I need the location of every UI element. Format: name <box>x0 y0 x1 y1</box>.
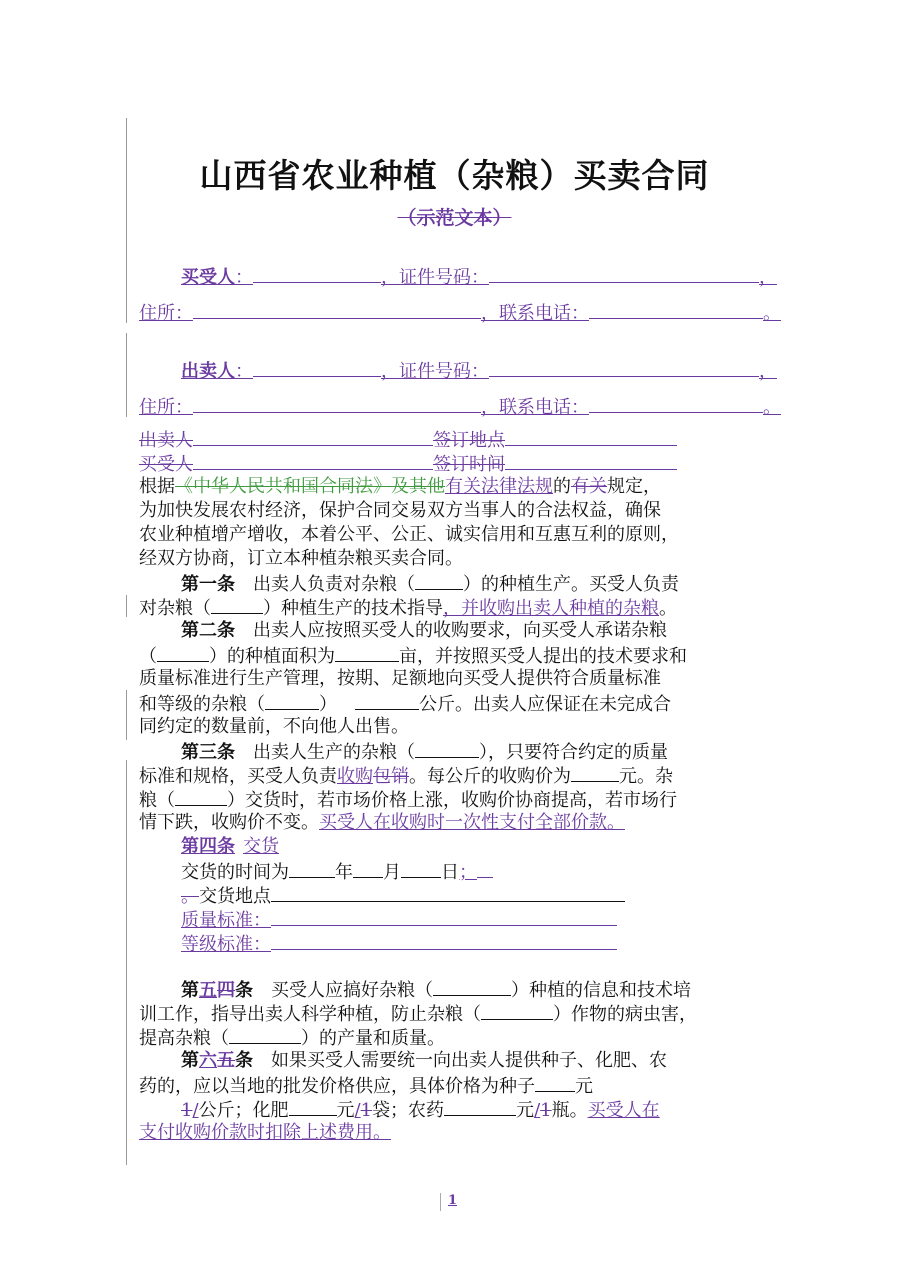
preamble-line-2: 为加快发展农村经济，保护合同交易双方当事人的合法权益，确保 <box>139 500 661 521</box>
seller-address-blank[interactable] <box>193 394 481 413</box>
quality-standard-blank[interactable] <box>271 907 617 926</box>
document-title: 山西省农业种植（杂粮）买卖合同 <box>199 156 710 195</box>
delivery-month-blank[interactable] <box>353 859 383 878</box>
page-number-divider <box>440 1193 441 1211</box>
article-6-line-4: 支付收购价款时扣除上述费用。 <box>139 1122 391 1143</box>
delivery-day-blank[interactable] <box>401 859 441 878</box>
art5-crop-blank[interactable] <box>433 977 511 996</box>
art2-area-blank[interactable] <box>335 643 399 662</box>
preamble-line-1: 根据《中华人民共和国合同法》及其他有关法律法规的有关规定， <box>139 476 661 497</box>
art5-crop-blank-3[interactable] <box>229 1025 301 1044</box>
article-5-line-2: 训工作，指导出卖人科学种植，防止杂粮（ ）作物的病虫害， <box>139 1001 697 1027</box>
document-subtitle: （示范文本） <box>397 207 512 229</box>
art3-crop-blank-2[interactable] <box>175 787 227 806</box>
buyer-phone-blank[interactable] <box>589 300 763 319</box>
art2-crop-blank-2[interactable] <box>265 691 319 710</box>
art5-crop-blank-2[interactable] <box>481 1001 553 1020</box>
article-4-line-2: 。交货地点 <box>181 883 625 909</box>
seller-line: 出卖人： ，证件号码： ， <box>181 358 777 384</box>
article-3-line-4: 情下跌，收购价不变。买受人在收购时一次性支付全部价款。 <box>139 812 625 833</box>
buyer-phone-label: ，联系电话： <box>481 303 589 324</box>
page-number: 1 <box>448 1193 458 1208</box>
preamble-line-4: 经双方协商，订立本种植杂粮买卖合同。 <box>139 548 463 569</box>
seller-name-blank[interactable] <box>253 358 381 377</box>
article-1-line-1: 第一条 出卖人负责对杂粮（ ）的种植生产。买受人负责 <box>181 571 679 597</box>
article-3-line-2: 标准和规格，买受人负责收购包销。每公斤的收购价为 元。杂 <box>139 763 673 789</box>
revision-bar <box>126 595 127 617</box>
revision-bar <box>126 690 127 740</box>
article-3-heading: 第三条 <box>181 742 235 763</box>
article-5-line-3: 提高杂粮（ ）的产量和质量。 <box>139 1025 445 1051</box>
revision-bar <box>126 760 127 1165</box>
buyer-name-blank[interactable] <box>253 264 381 283</box>
article-2-line-4: 和等级的杂粮（ ） 公斤。出卖人应保证在未完成合 <box>139 691 671 717</box>
article-6-line-1: 第六五条 如果买受人需要统一向出卖人提供种子、化肥、农 <box>181 1050 667 1071</box>
article-5-line-1: 第五四条 买受人应搞好杂粮（ ）种植的信息和技术培 <box>181 977 691 1003</box>
buyer-line: 买受人： ，证件号码： ， <box>181 264 777 290</box>
grade-standard-blank[interactable] <box>271 931 617 950</box>
article-1-heading: 第一条 <box>181 574 235 595</box>
buyer-address-line: 住所： ，联系电话： 。 <box>139 300 781 326</box>
fertilizer-price-blank[interactable] <box>289 1097 337 1116</box>
article-4-heading-line: 第四条 交货 <box>181 836 279 857</box>
deleted-seller-row: 出卖人 签订地点 <box>139 427 677 453</box>
seller-phone-label: ，联系电话： <box>481 397 589 418</box>
article-4-line-4: 等级标准： <box>181 931 617 957</box>
buyer-label: 买受人 <box>181 267 235 288</box>
article-2-line-2: （ ）的种植面积为 亩，并按照买受人提出的技术要求和 <box>139 643 687 669</box>
art3-crop-blank[interactable] <box>415 739 479 758</box>
delivery-year-blank[interactable] <box>289 859 335 878</box>
article-4-heading: 第四条 <box>181 836 235 857</box>
art2-crop-blank[interactable] <box>157 643 209 662</box>
seller-id-label: ，证件号码： <box>381 361 489 382</box>
art1-crop-blank[interactable] <box>415 571 463 590</box>
seller-id-blank[interactable] <box>489 358 759 377</box>
article-6-line-3: 1/公斤；化肥 元/1袋；农药 元/1瓶。买受人在 <box>181 1097 660 1123</box>
article-2-line-3: 质量标准进行生产管理，按期、足额地向买受人提供符合质量标准 <box>139 668 661 689</box>
article-3-line-3: 粮（ ）交货时，若市场价格上涨，收购价协商提高，若市场行 <box>139 787 677 813</box>
buyer-id-blank[interactable] <box>489 264 759 283</box>
buyer-address-label: 住所： <box>139 303 193 324</box>
article-3-line-1: 第三条 出卖人生产的杂粮（ ），只要符合约定的质量 <box>181 739 668 765</box>
buyer-id-label: ，证件号码： <box>381 267 489 288</box>
buyer-address-blank[interactable] <box>193 300 481 319</box>
seller-label: 出卖人 <box>181 361 235 382</box>
deleted-law-reference: 《中华人民共和国合同法》及其他 <box>175 476 445 497</box>
seller-address-label: 住所： <box>139 397 193 418</box>
article-1-line-2: 对杂粮（ ）种植生产的技术指导，并收购出卖人种植的杂粮。 <box>139 595 677 621</box>
article-2-line-1: 第二条 出卖人应按照买受人的收购要求，向买受人承诺杂粮 <box>181 620 667 641</box>
art3-price-blank[interactable] <box>571 763 619 782</box>
seed-price-blank[interactable] <box>535 1073 575 1092</box>
art2-quantity-blank[interactable] <box>355 691 419 710</box>
pesticide-price-blank[interactable] <box>444 1097 516 1116</box>
article-6-line-2: 药的，应以当地的批发价格供应，具体价格为种子 元 <box>139 1073 593 1099</box>
article-2-heading: 第二条 <box>181 620 235 641</box>
revision-bar <box>126 333 127 417</box>
article-4-line-3: 质量标准： <box>181 907 617 933</box>
delivery-place-blank[interactable] <box>271 883 625 902</box>
article-4-line-1: 交货的时间为 年 月 日； <box>181 859 493 885</box>
art1-crop-blank-2[interactable] <box>211 595 263 614</box>
seller-address-line: 住所： ，联系电话： 。 <box>139 394 781 420</box>
deleted-buyer-row: 买受人 签订时间 <box>139 451 677 477</box>
article-2-line-5: 同约定的数量前，不向他人出售。 <box>139 716 409 737</box>
seller-phone-blank[interactable] <box>589 394 763 413</box>
preamble-line-3: 农业种植增产增收，本着公平、公正、诚实信用和互惠互利的原则， <box>139 524 679 545</box>
